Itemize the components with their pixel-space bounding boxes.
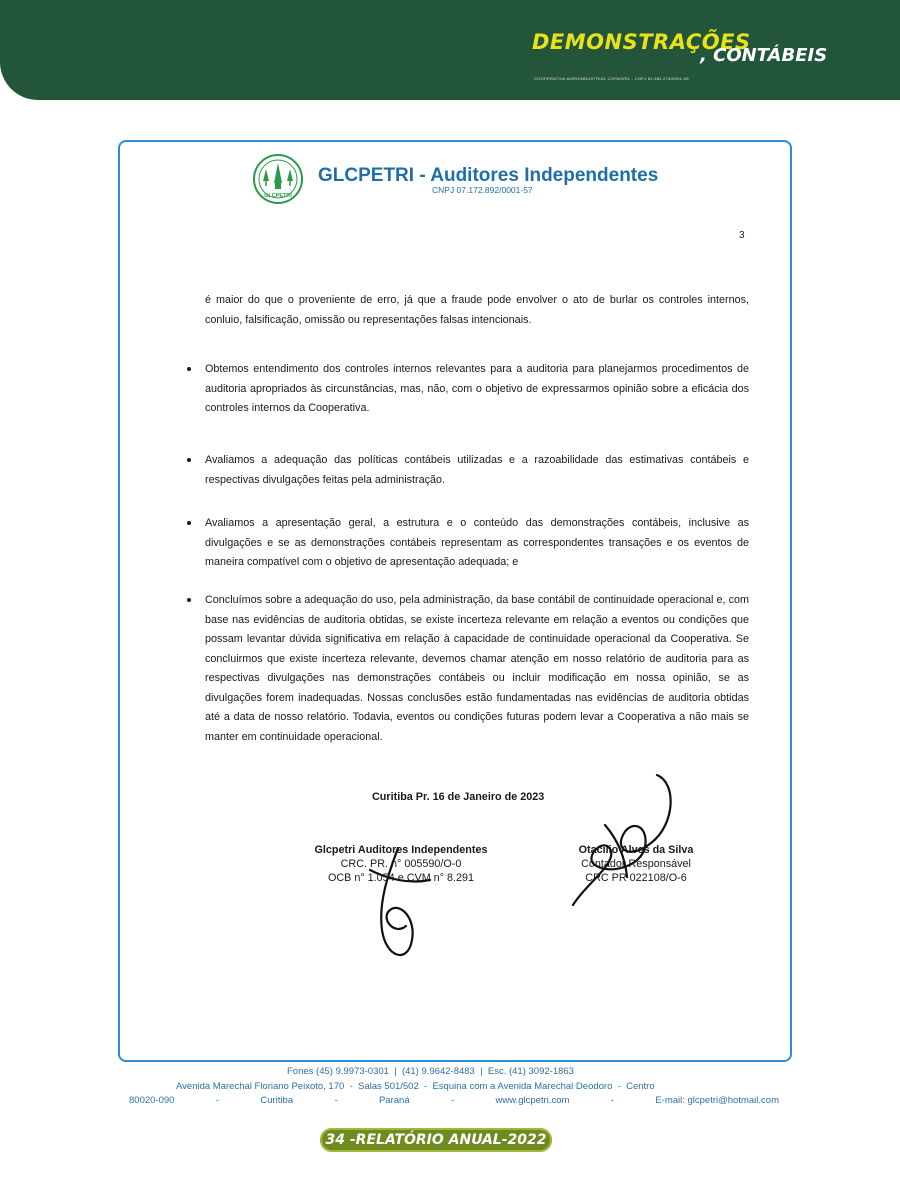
banner-tiny-text: COOPERATIVA AGROINDUSTRIAL COPAGRIL - CNPJ 81.584.278/0001-55 [534,76,689,81]
header-banner [0,0,900,100]
footer-contact-line [129,1095,779,1106]
firm-cnpj: CNPJ 07.172.892/0001-57 [432,185,533,195]
signatory-credential: CRC. PR. n° 005590/O-0 [340,858,462,870]
glcpetri-logo-icon [252,153,304,205]
footer-separator: - [215,1095,219,1106]
intro-paragraph: é maior do que o proveniente de erro, já que a fraude pode envolver o ato de burlar os controles internos, conluio, falsificação, omissão ou representações falsas intencionais. [205,294,749,326]
list-item-text: Avaliamos a apresentação geral, a estrutura e o conteúdo das demonstrações contábeis, inclusive as divulgações e se as demonstrações contábeis representam as correspondentes transações e os eventos de maneira compatível com o objetivo de apresentação adequada; e [205,517,749,568]
signatory-name: Glcpetri Auditores Independentes [314,844,488,856]
list-item-text: Concluímos sobre a adequação do uso, pela administração, da base contábil de continuidade operacional e, com base nas evidências de auditoria obtidas, se existe incerteza relevante em relação a eventos ou condições que possam levantar dúvida significativa em relação à capacidade de continuidade operacional da Cooperativa. Se concluirmos que existe incerteza relevante, devemos chamar atenção em nosso relatório de auditoria para as respectivas divulgações nas demonstrações contábeis ou incluir modificação em nossa opinião, se as divulgações forem inadequadas. Nossas conclusões estão fundamentadas nas evidências de auditoria obtidas até a data de nosso relatório. Todavia, eventos ou condições futuras podem levar a Cooperativa a não mais se manter em continuidade operacional. [205,594,749,743]
footer-address: Avenida Marechal Floriano Peixoto, 170 - Salas 501/502 - Esquina com a Avenida Marechal Deodoro - Centro [176,1081,655,1092]
footer-zip: 80020-090 [129,1095,175,1106]
bullet-icon [187,598,191,602]
logo-label: GLCPETRI [264,193,292,199]
footer-website: www.glcpetri.com [495,1095,570,1106]
footer-separator: - [334,1095,338,1106]
firm-name: GLCPETRI - Auditores Independentes [318,165,659,186]
footer-separator: - [450,1095,455,1106]
page-label-badge [320,1128,552,1152]
banner-title: DEMONSTRAÇÕES [532,30,751,54]
footer-phones: Fones (45) 9.9973-0301 | (41) 9.9642-8483 | Esc. (41) 3092-1863 [287,1066,574,1077]
list-item-text: Obtemos entendimento dos controles internos relevantes para a auditoria para planejarmos procedimentos de auditoria apropriados às circunstâncias, mas, não, com o objetivo de expressarmos opinião sobre a eficácia dos controles internos da Cooperativa. [205,363,749,414]
page-number: 3 [739,230,745,241]
signatory-credential: CRC PR 022108/O-6 [585,872,687,884]
banner-subtitle: , CONTÁBEIS [700,45,828,66]
footer-state: Paraná [378,1095,410,1106]
footer-separator: - [610,1095,614,1106]
signatory-credential: OCB n° 1.054 e CVM n° 8.291 [327,872,475,884]
signatory-firm [298,843,504,885]
date-line: Curitiba Pr. 16 de Janeiro de 2023 [372,791,545,803]
bullet-icon [187,367,191,371]
footer-email: E-mail: glcpetri@hotmail.com [655,1095,779,1106]
signatory-role: Contador Responsável [581,858,691,870]
list-item-text: Avaliamos a adequação das políticas contábeis utilizadas e a razoabilidade das estimativas contábeis e respectivas divulgações feitas pela administração. [205,454,749,486]
signatory-name: Otacilio Alves da Silva [578,844,694,856]
bullet-icon [187,521,191,525]
footer-city: Curitiba [260,1095,294,1106]
bullet-icon [187,458,191,462]
page-label: 34 -RELATÓRIO ANUAL-2022 [325,1132,547,1148]
signatory-accountant [556,843,716,885]
